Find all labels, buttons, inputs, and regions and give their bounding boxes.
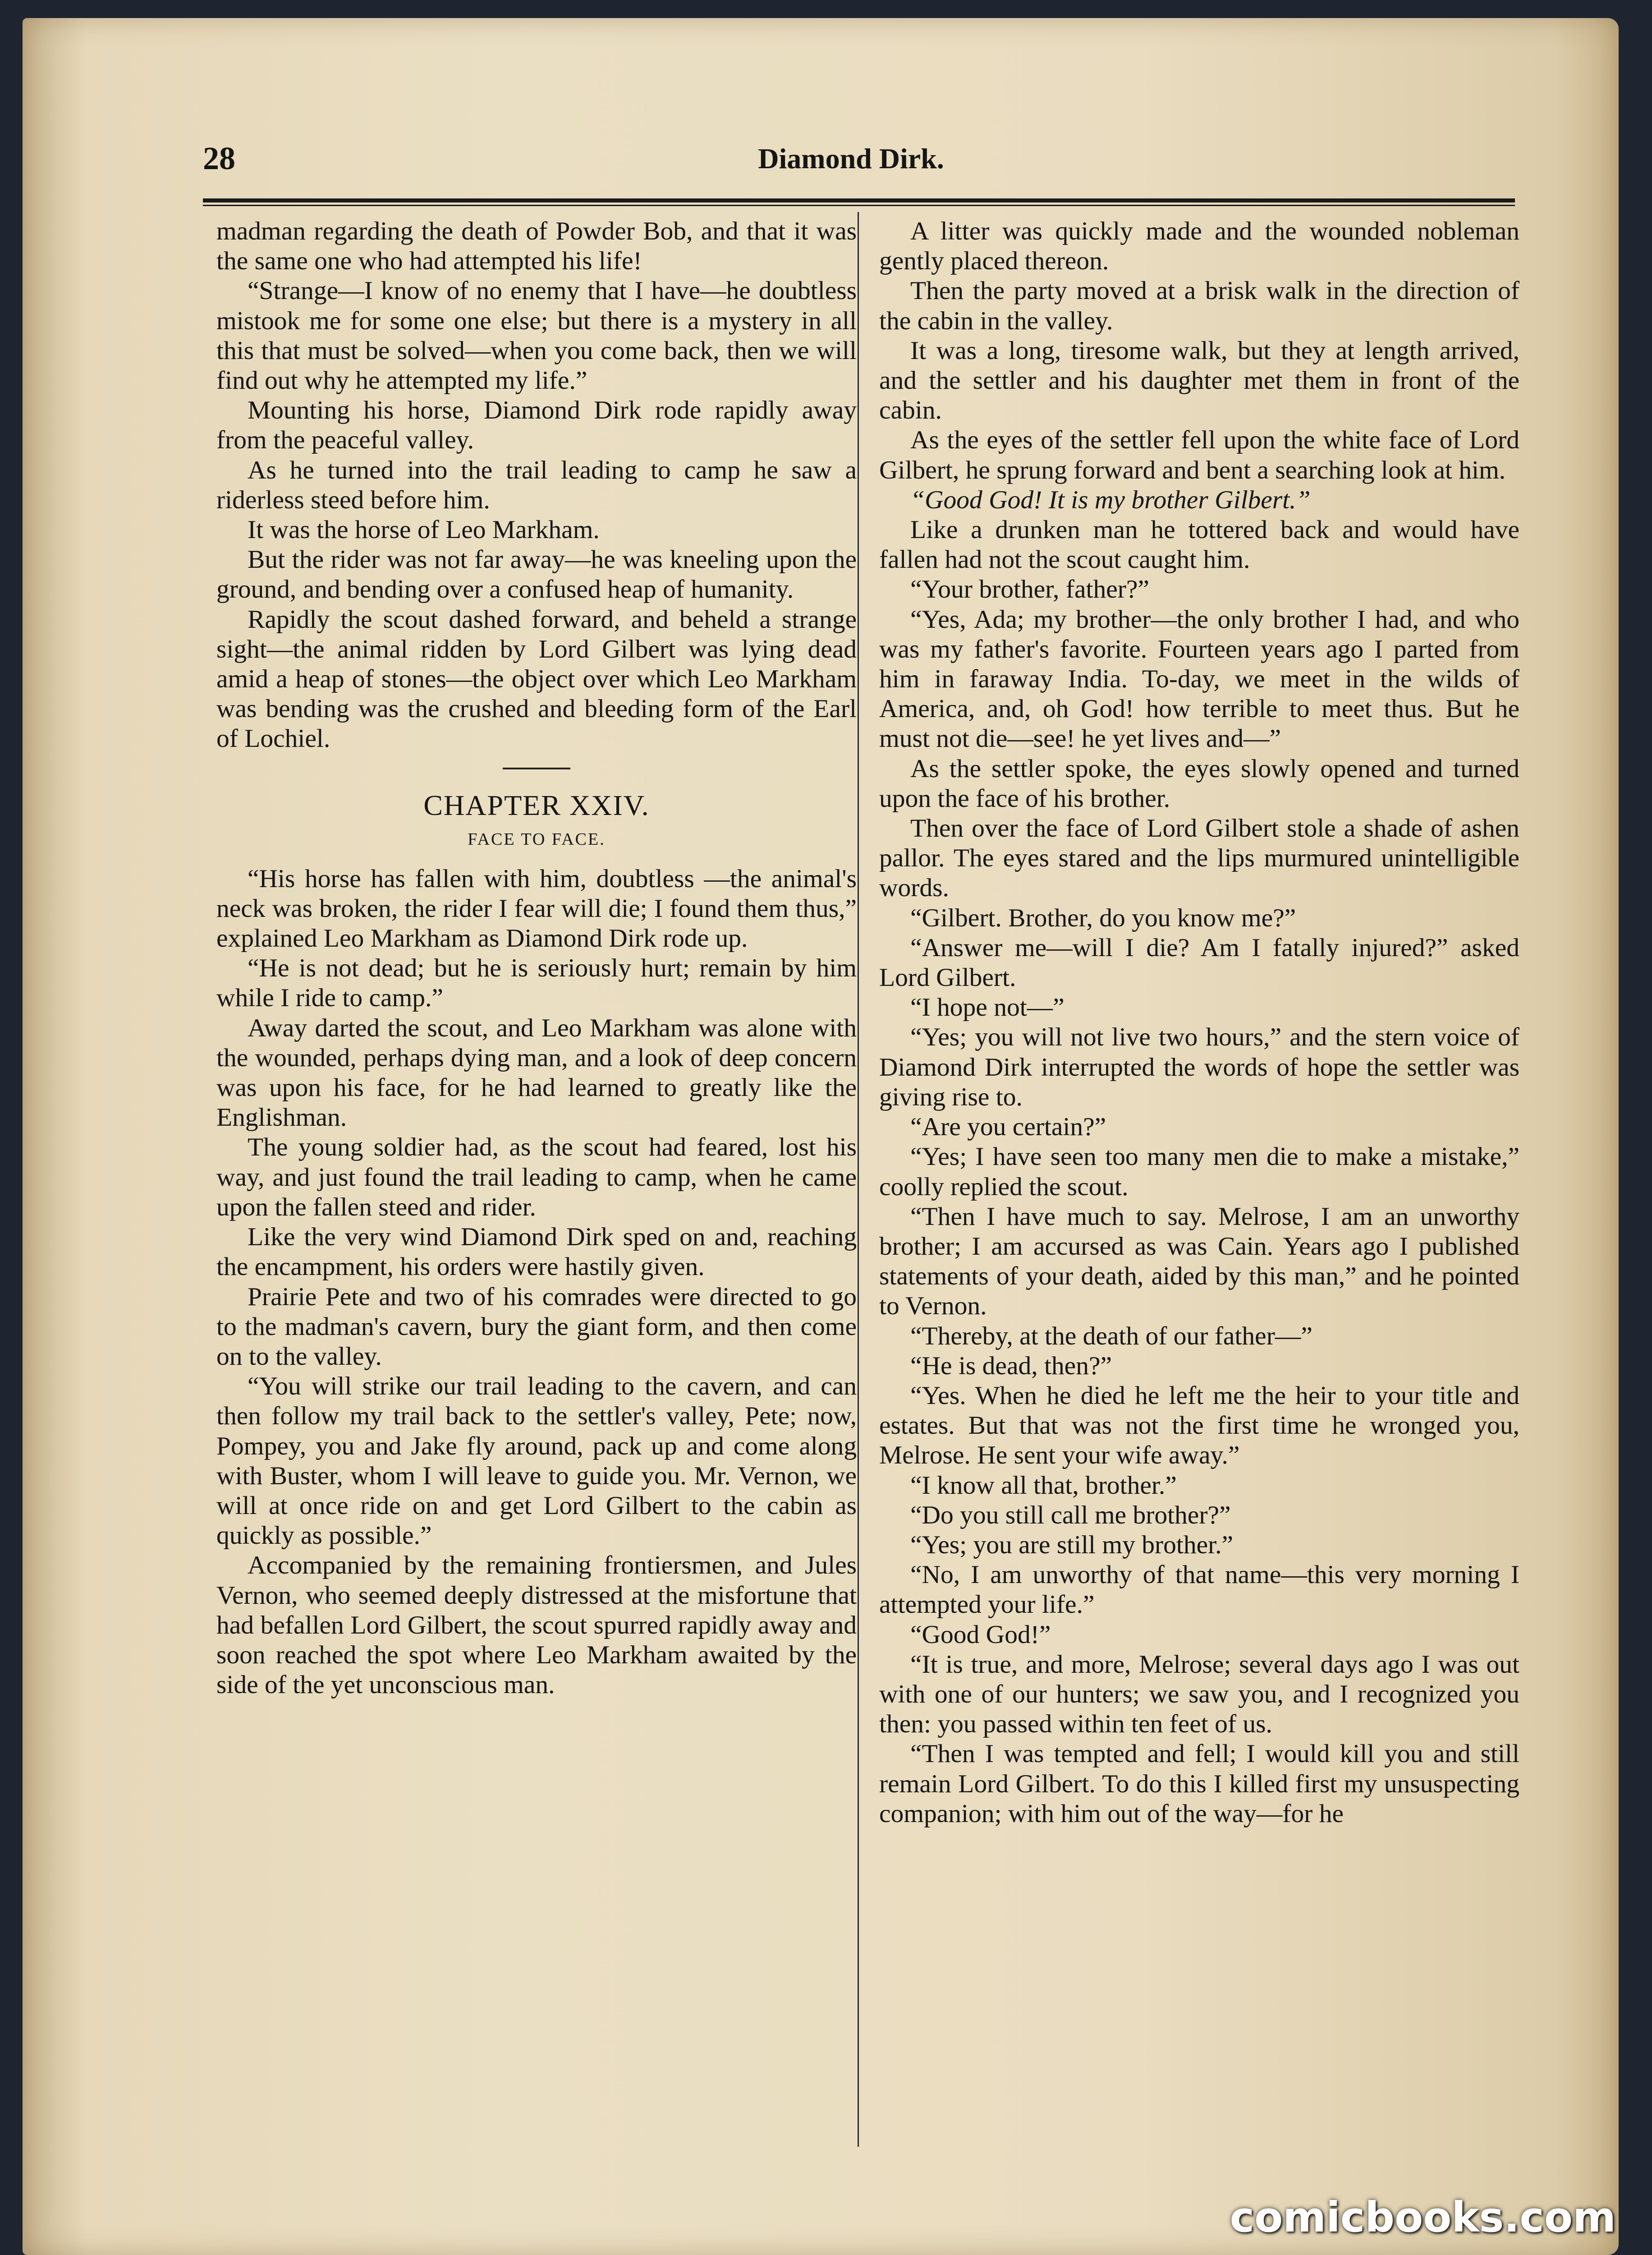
paragraph: “Then I have much to say. Melrose, I am an unworthy brother; I am accursed as was Cain. Years ago I published statements of your death, aided by this man,” and he pointed to Vernon. — [879, 1202, 1519, 1321]
paragraph: “Yes; I have seen too many men die to make a mistake,” coolly replied the scout. — [879, 1142, 1519, 1201]
paragraph: Away darted the scout, and Leo Markham was alone with the wounded, perhaps dying man, and a look of deep concern was upon his face, for he had learned to greatly like the Englishman. — [216, 1013, 857, 1132]
paragraph: “Do you still call me brother?” — [910, 1500, 1231, 1529]
paragraph: The young soldier had, as the scout had feared, lost his way, and just found the trail leading to camp, when he came upon the fallen steed and rider. — [216, 1133, 857, 1221]
paragraph: Like a drunken man he tottered back and would have fallen had not the scout caught him. — [879, 515, 1519, 574]
paragraph: Prairie Pete and two of his comrades were directed to go to the madman's cavern, bury the giant form, and then come on to the valley. — [216, 1282, 857, 1371]
chapter-rule — [503, 768, 570, 769]
paragraph: Then over the face of Lord Gilbert stole a shade of ashen pallor. The eyes stared and the lips murmured unintelligible words. — [879, 814, 1519, 902]
paragraph: “Gilbert. Brother, do you know me?” — [910, 903, 1296, 932]
paragraph: “No, I am unworthy of that name—this very morning I attempted your life.” — [879, 1560, 1519, 1619]
paragraph: Mounting his horse, Diamond Dirk rode rapidly away from the peaceful valley. — [216, 396, 857, 455]
paragraph: Accompanied by the remaining frontiersmen, and Jules Vernon, who seemed deeply distressed at the misfortune that had befallen Lord Gilbert, the scout spurred rapidly away and soon reached the spot where Leo Markham awaited by the side of the yet unconscious man. — [216, 1551, 857, 1699]
paragraph: As he turned into the trail leading to camp he saw a riderless steed before him. — [216, 456, 857, 514]
paragraph: “Are you certain?” — [910, 1113, 1106, 1141]
running-title: Diamond Dirk. — [758, 143, 944, 175]
paragraph: madman regarding the death of Powder Bob, and that it was the same one who had attempted his life! — [216, 217, 857, 276]
column-divider — [858, 212, 859, 2147]
paragraph: But the rider was not far away—he was kneeling upon the ground, and bending over a confused heap of humanity. — [216, 545, 857, 604]
page-header — [185, 140, 1517, 189]
paragraph: “Your brother, father?” — [910, 575, 1149, 604]
book-page — [23, 18, 1619, 2255]
paragraph: It was the horse of Leo Markham. — [248, 515, 600, 544]
header-rule — [203, 198, 1515, 202]
paragraph: Rapidly the scout dashed forward, and beheld a strange sight—the animal ridden by Lord Gilbert was lying dead amid a heap of stones—the object over which Leo Markham was bending was the crushed and bleeding form of the Earl of Lochiel. — [216, 605, 857, 753]
paragraph: “Answer me—will I die? Am I fatally injured?” asked Lord Gilbert. — [879, 933, 1519, 992]
paragraph: “You will strike our trail leading to the cavern, and can then follow my trail back to the settler's valley, Pete; now, Pompey, you and Jake fly around, pack up and come along with Buster, whom I will leave to guide you. Mr. Vernon, we will at once ride on and get Lord Gilbert to the cabin as quickly as possible.” — [216, 1372, 857, 1550]
right-column — [879, 216, 1519, 1829]
paragraph: A litter was quickly made and the wounded nobleman gently placed thereon. — [879, 217, 1519, 276]
paragraph: It was a long, tiresome walk, but they at length arrived, and the settler and his daughter met them in front of the cabin. — [879, 336, 1519, 425]
paragraph: “Thereby, at the death of our father—” — [910, 1321, 1312, 1350]
paragraph: “Strange—I know of no enemy that I have—he doubtless mistook me for some one else; but there is a mystery in all this that must be solved—when you come back, then we will find out why he attempted my life.” — [216, 276, 857, 395]
paragraph: As the settler spoke, the eyes slowly opened and turned upon the face of his brother. — [879, 754, 1519, 813]
paragraph: “Yes; you will not live two hours,” and the stern voice of Diamond Dirk interrupted the words of hope the settler was giving rise to. — [879, 1023, 1519, 1111]
chapter-heading — [216, 768, 857, 855]
paragraph: “Yes. When he died he left me the heir to your title and estates. But that was not the first time he wronged you, Melrose. He sent your wife away.” — [879, 1381, 1519, 1470]
paragraph: “He is not dead; but he is seriously hurt; remain by him while I ride to camp.” — [216, 954, 857, 1012]
paragraph: “Yes; you are still my brother.” — [910, 1530, 1233, 1559]
chapter-title: CHAPTER XXIV. — [423, 789, 650, 821]
paragraph: “Then I was tempted and fell; I would kill you and still remain Lord Gilbert. To do this I killed first my unsuspecting companion; with him out of the way—for he — [879, 1740, 1519, 1828]
paragraph: “It is true, and more, Melrose; several days ago I was out with one of our hunters; we saw you, and I recognized you then: you passed within ten feet of us. — [879, 1650, 1519, 1739]
paragraph: As the eyes of the settler fell upon the white face of Lord Gilbert, he sprung forward and bent a searching look at him. — [879, 426, 1519, 484]
paragraph: “I hope not—” — [910, 993, 1065, 1022]
paragraph: Like the very wind Diamond Dirk sped on and, reaching the encampment, his orders were hastily given. — [216, 1223, 857, 1281]
paragraph: “I know all that, brother.” — [910, 1471, 1177, 1500]
paragraph: “Good God!” — [910, 1620, 1051, 1649]
paragraph: “Yes, Ada; my brother—the only brother I had, and who was my father's favorite. Fourteen years ago I parted from him in faraway India. To-day, we meet in the wilds of America, and, oh God! how terrible to meet thus. But he must not die—see! he yet lives and—” — [879, 605, 1519, 753]
paragraph: “Good God! It is my brother Gilbert.” — [910, 485, 1311, 514]
paragraph: “His horse has fallen with him, doubtless —the animal's neck was broken, the rider I fear will die; I found them thus,” explained Leo Markham as Diamond Dirk rode up. — [216, 864, 857, 953]
watermark: comicbooks.com — [1230, 2193, 1616, 2241]
page-number: 28 — [203, 140, 235, 176]
paragraph: “He is dead, then?” — [910, 1351, 1112, 1380]
chapter-subtitle: FACE TO FACE. — [468, 829, 606, 849]
header-rule-thin — [203, 205, 1515, 206]
left-column — [216, 216, 857, 1700]
paragraph: Then the party moved at a brisk walk in the direction of the cabin in the valley. — [879, 276, 1519, 335]
